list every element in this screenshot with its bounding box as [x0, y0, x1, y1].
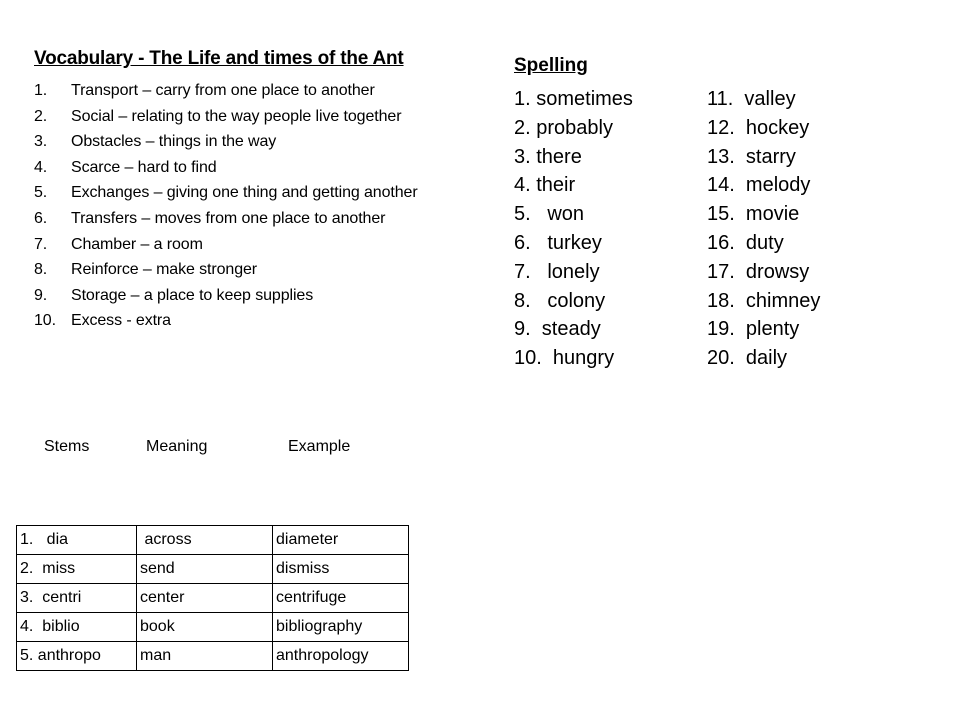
vocabulary-item [34, 206, 474, 232]
example-cell: anthropology [273, 642, 409, 671]
spelling-word: 16. duty [707, 231, 784, 254]
item-number: 1. [34, 82, 48, 99]
table-row [17, 613, 409, 642]
item-text: Excess - extra [71, 312, 171, 330]
spelling-word: 2. probably [514, 116, 613, 139]
item-text: Exchanges – giving one thing and getting another [71, 184, 418, 202]
stem-cell: 1. dia [17, 526, 137, 555]
spelling-word: 7. lonely [514, 260, 600, 283]
example-cell: dismiss [273, 555, 409, 584]
item-number: 2. [34, 107, 48, 125]
vocabulary-item [34, 129, 474, 155]
meaning-cell: book [137, 613, 273, 642]
example-cell: bibliography [273, 613, 409, 642]
spelling-word: 11. valley [707, 88, 796, 110]
vocabulary-item [34, 78, 474, 104]
vocabulary-item [34, 104, 474, 130]
spelling-word: 3. there [514, 145, 582, 168]
vocabulary-item [34, 155, 474, 181]
item-number: 3. [34, 133, 48, 151]
item-number: 7. [34, 235, 48, 253]
spelling-word: 14. melody [707, 174, 811, 197]
stem-cell: 2. miss [17, 555, 137, 584]
item-text: Transport – carry from one place to another [71, 82, 375, 99]
meaning-cell: man [137, 642, 273, 671]
example-column-label: Example [288, 438, 351, 455]
example-cell: centrifuge [273, 584, 409, 613]
stem-cell: 4. biblio [17, 613, 137, 642]
table-row [17, 642, 409, 671]
meaning-column-label: Meaning [146, 438, 208, 455]
item-number: 6. [34, 209, 48, 227]
vocabulary-item [34, 283, 474, 309]
meaning-cell: across [137, 526, 273, 555]
item-text: Storage – a place to keep supplies [71, 286, 314, 304]
item-number: 4. [34, 158, 48, 176]
item-number: 10. [34, 312, 56, 330]
table-row [17, 555, 409, 584]
spelling-word: 6. turkey [514, 231, 602, 254]
item-text: Social – relating to the way people live together [71, 107, 402, 125]
item-text: Reinforce – make stronger [71, 261, 258, 279]
vocabulary-item [34, 180, 474, 206]
item-number: 9. [34, 286, 48, 304]
item-text: Scarce – hard to find [71, 158, 217, 176]
vocabulary-item [34, 232, 474, 258]
spelling-word: 20. daily [707, 347, 788, 370]
table-row [17, 584, 409, 613]
spelling-list-left [514, 85, 633, 373]
spelling-word: 18. chimney [707, 289, 821, 312]
example-cell: diameter [273, 526, 409, 555]
spelling-title: Spelling [514, 55, 588, 76]
stem-cell: 5. anthropo [17, 642, 137, 671]
vocabulary-section [34, 48, 474, 334]
meaning-cell: send [137, 555, 273, 584]
stems-column-label: Stems [44, 438, 90, 455]
vocabulary-title: Vocabulary - The Life and times of the Ant [34, 48, 404, 69]
spelling-word: 12. hockey [707, 116, 810, 139]
spelling-word: 17. drowsy [707, 260, 810, 283]
spelling-word: 10. hungry [514, 347, 615, 370]
item-number: 5. [34, 184, 48, 202]
spelling-word: 5. won [514, 203, 585, 226]
stem-cell: 3. centri [17, 584, 137, 613]
item-text: Transfers – moves from one place to another [71, 209, 386, 227]
spelling-section [514, 55, 844, 370]
spelling-word: 8. colony [514, 289, 606, 312]
spelling-word: 15. movie [707, 203, 800, 226]
stems-table [16, 525, 409, 671]
spelling-list-right [707, 85, 820, 373]
spelling-word: 1. sometimes [514, 88, 633, 110]
stems-header [44, 438, 364, 458]
spelling-word: 13. starry [707, 145, 796, 168]
spelling-word: 4. their [514, 174, 576, 197]
spelling-word: 19. plenty [707, 318, 800, 341]
item-text: Obstacles – things in the way [71, 133, 277, 151]
vocabulary-list [34, 78, 474, 334]
vocabulary-item [34, 308, 474, 334]
table-row [17, 526, 409, 555]
vocabulary-item [34, 257, 474, 283]
item-number: 8. [34, 261, 48, 279]
item-text: Chamber – a room [71, 235, 203, 253]
spelling-word: 9. steady [514, 318, 601, 341]
meaning-cell: center [137, 584, 273, 613]
